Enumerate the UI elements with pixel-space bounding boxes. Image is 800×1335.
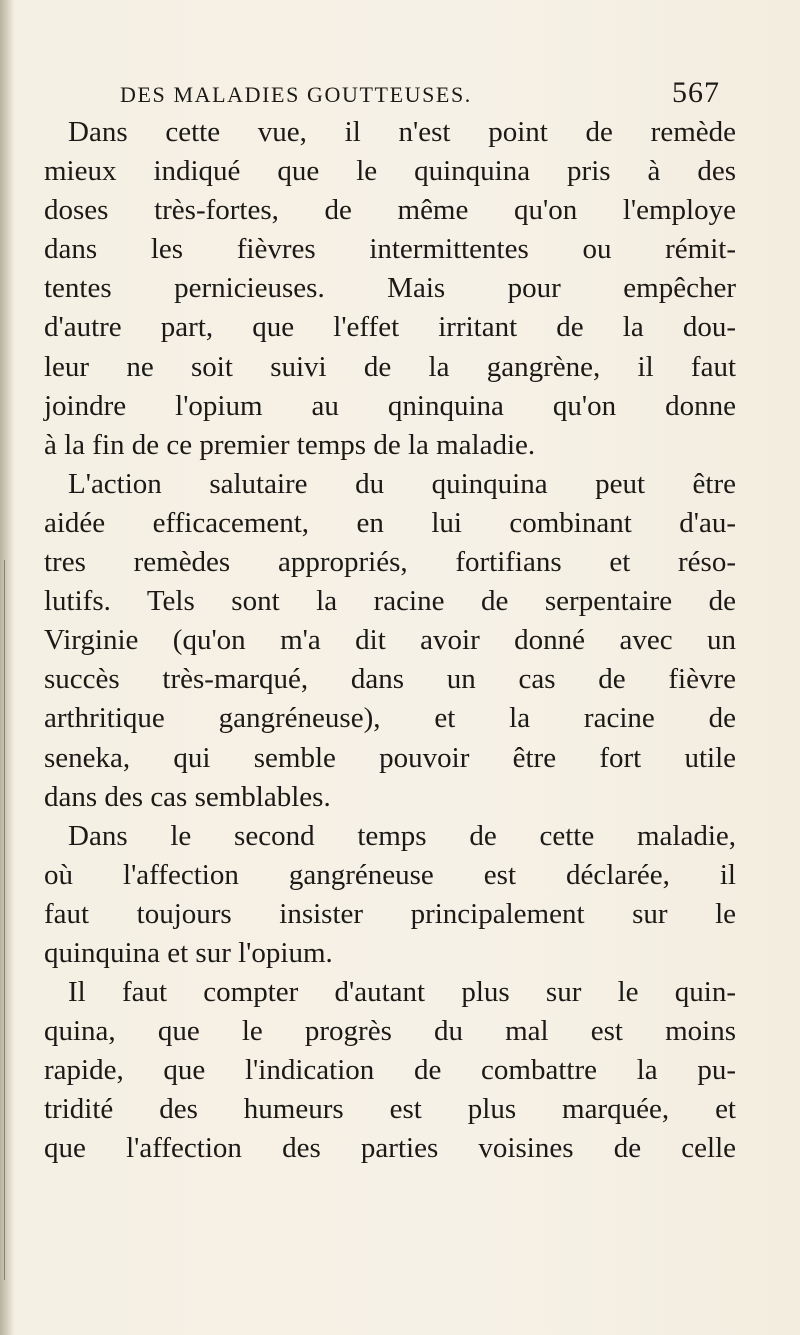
text-line: doses très-fortes, de même qu'on l'employe: [44, 194, 736, 227]
text-line: Virginie (qu'on m'a dit avoir donné avec un: [44, 624, 736, 657]
text-line: arthritique gangréneuse), et la racine de: [44, 702, 736, 735]
text-line: quina, que le progrès du mal est moins: [44, 1015, 736, 1048]
text-line: joindre l'opium au qninquina qu'on donne: [44, 389, 736, 422]
text-line: Dans cette vue, il n'est point de remède: [68, 116, 736, 148]
binding-shadow: [0, 0, 14, 1335]
running-title: DES MALADIES GOUTTEUSES.: [120, 82, 472, 107]
text-line: Dans le second temps de cette maladie,: [68, 819, 736, 852]
text-line: d'autre part, que l'effet irritant de la dou-: [44, 311, 736, 344]
text-line: tridité des humeurs est plus marquée, et: [44, 1093, 736, 1126]
running-head: [120, 76, 720, 116]
text-line: dans des cas semblables.: [44, 780, 331, 813]
text-line: tres remèdes appropriés, fortifians et réso-: [44, 546, 736, 579]
text-line: seneka, qui semble pouvoir être fort utile: [44, 741, 736, 774]
text-line: succès très-marqué, dans un cas de fièvre: [44, 663, 736, 696]
text-line: faut toujours insister principalement sur le: [44, 897, 736, 930]
text-line: tentes pernicieuses. Mais pour empêcher: [44, 272, 736, 305]
text-line: dans les fièvres intermittentes ou rémit-: [44, 233, 736, 266]
page-number: 567: [672, 76, 720, 109]
text-line: mieux indiqué que le quinquina pris à des: [44, 155, 736, 188]
text-line: à la fin de ce premier temps de la maladie.: [44, 428, 536, 461]
text-line: que l'affection des parties voisines de celle: [44, 1132, 736, 1165]
text-line: rapide, que l'indication de combattre la pu-: [44, 1054, 736, 1087]
text-line: aidée efficacement, en lui combinant d'au-: [44, 506, 736, 539]
text-line: où l'affection gangréneuse est déclarée, il: [44, 858, 736, 891]
text-line: L'action salutaire du quinquina peut être: [68, 467, 736, 500]
text-line: lutifs. Tels sont la racine de serpentaire de: [44, 585, 736, 618]
body-text: [44, 113, 736, 1169]
text-line: Il faut compter d'autant plus sur le quin-: [68, 976, 736, 1009]
text-line: quinquina et sur l'opium.: [44, 936, 333, 969]
text-line: leur ne soit suivi de la gangrène, il faut: [44, 350, 736, 383]
page-edge: [4, 560, 5, 1280]
